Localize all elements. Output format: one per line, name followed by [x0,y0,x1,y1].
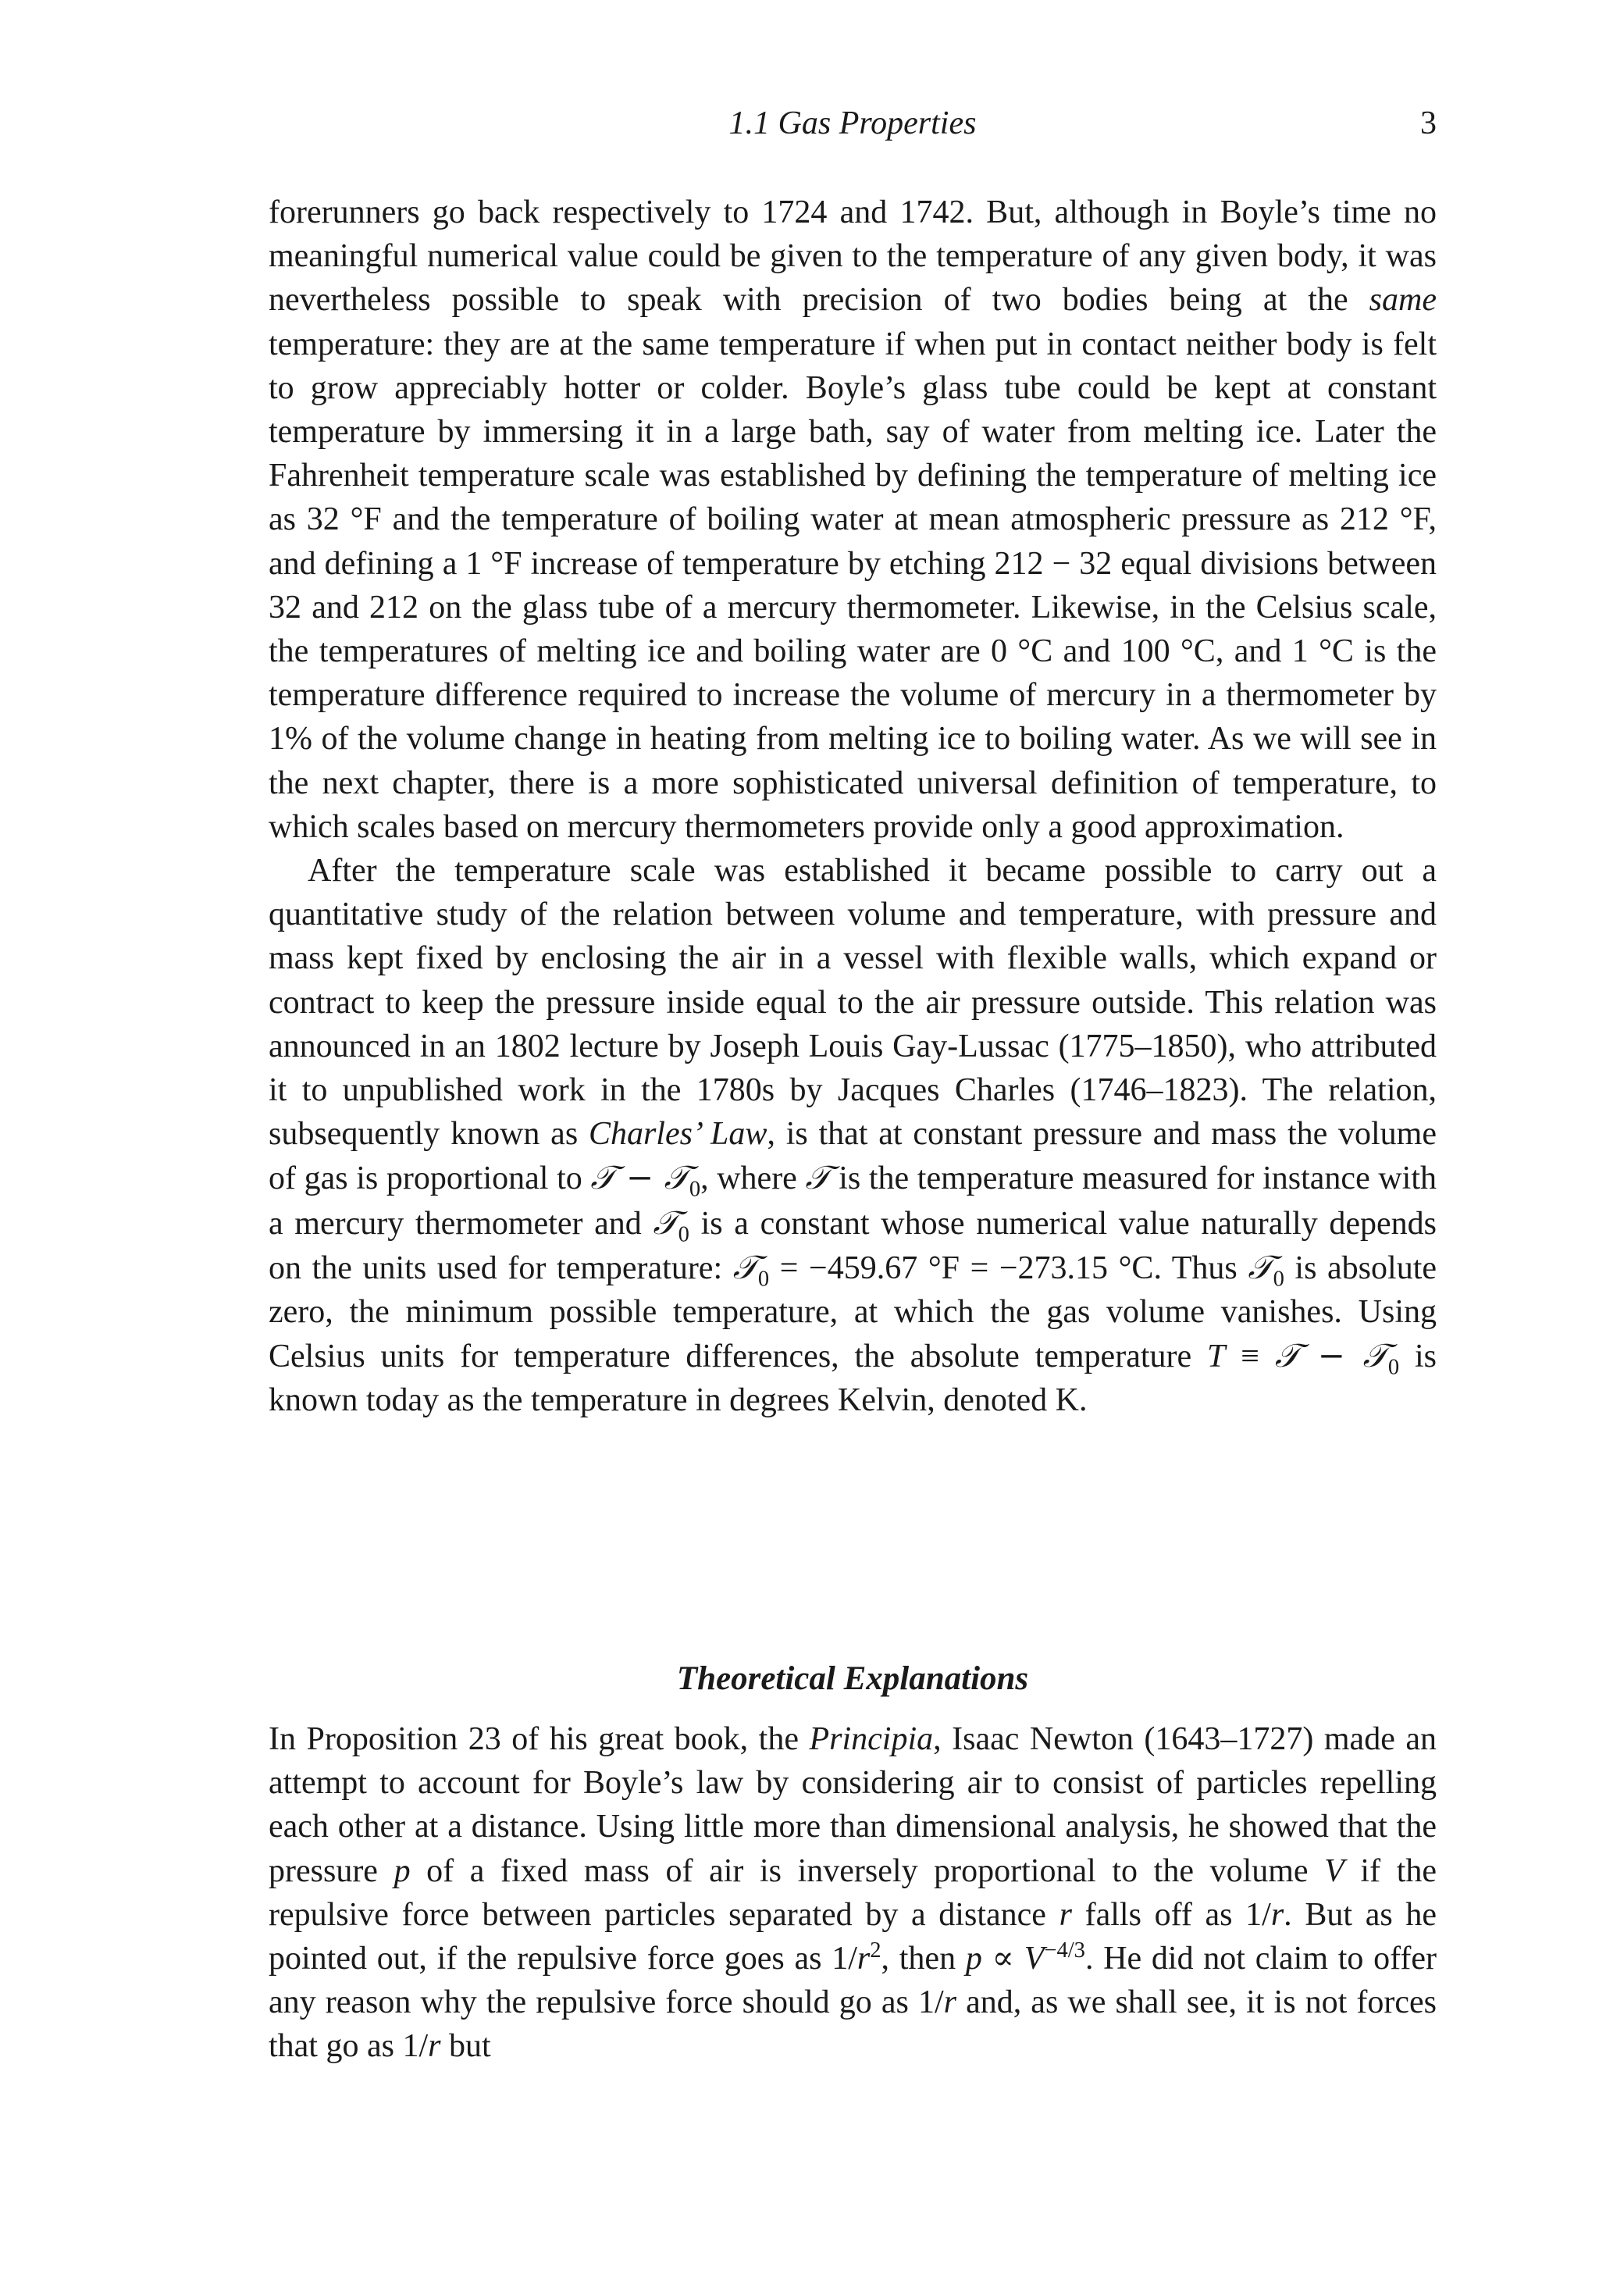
paragraph-1: forerunners go back respectively to 1724 and 1742. But, although in Boyle’s time no meaningful numerical value could be given to the temperature of any given body, it was nevertheless possible to speak with precision of two bodies being at the same temperature: they are at the same temperature if when put in contact neither body is felt to grow appreciably hotter or colder. Boyle’s glass tube could be kept at constant temperature by immersing it in a large bath, say of water from melting ice. Later the Fahrenheit temperature scale was established by defining the temperature of melting ice as 32 °F and the temperature of boiling water at mean atmospheric pressure as 212 °F, and defining a 1 °F increase of temperature by etching 212 − 32 equal divisions between 32 and 212 on the glass tube of a mercury thermometer. Likewise, in the Celsius scale, the temperatures of melting ice and boiling water are 0 °C and 100 °C, and 1 °C is the temperature difference required to increase the volume of mercury in a thermometer by 1% of the volume change in heating from melting ice to boiling water. As we will see in the next chapter, there is a more sophisticated universal definition of temperature, to which scales based on mercury thermometers provide only a good approximation. [269,194,1437,845]
math-variable: r [1059,1896,1072,1933]
math-symbol: 𝒯 − 𝒯 [1274,1336,1388,1375]
body-text-lower [269,1717,1437,2069]
math-variable: r [428,2028,441,2065]
math-symbol: 𝒯 [732,1247,758,1286]
math-variable: p [965,1941,982,1977]
section-heading: Theoretical Explanations [676,1660,1029,1697]
emphasis-charles-law: Charles’ Law [588,1116,767,1153]
page-number: 3 [1420,105,1437,141]
running-title: 1.1 Gas Properties [728,105,977,141]
math-variable: r [856,1941,871,1977]
math-variable: V [1324,1852,1344,1889]
paragraph-2: After the temperature scale was established it became possible to carry out a quantitative study of the relation between volume and temperature, with pressure and mass kept fixed by enclosing the air in a vessel with flexible walls, which expand or contract to keep the pressure inside equal to the air pressure outside. This relation was announced in an 1802 lecture by Joseph Louis Gay-Lussac (1775–1850), who attributed it to unpublished work in the 1780s by Jacques Charles (1746–1823). The relation, subsequently known as Charles’ Law, is that at constant pressure and mass the volume of gas is proportional to 𝒯 − 𝒯$_0$, where 𝒯 is the temperature measured for instance with a mercury thermometer and 𝒯$_0$ is a constant whose numerical value naturally depends on the units used for temperature: 𝒯$_0$ = −459.67 °F = −273.15 °C. Thus 𝒯$_0$ is absolute zero, the minimum possible temperature, at which the gas volume vanishes. Using Celsius units for temperature differences, the absolute temperature T ≡ 𝒯 − 𝒯$_0$ is known today as the temperature in degrees Kelvin, denoted K. [269,853,1437,1419]
body-text-upper [269,191,1437,1423]
paragraph-3: In Proposition 23 of his great book, the Principia, Isaac Newton (1643–1727) made an attempt to account for Boyle’s law by considering air to consist of particles repelling each other at a distance. Using little more than dimensional analysis, he showed that the pressure p of a fixed mass of air is inversely proportional to the volume V if the repulsive force between particles separated by a distance r falls off as 1/r. But as he pointed out, if the repulsive force goes as $1/r^2$, then $p \propto V^{-4/3}$. He did not claim to offer any reason why the repulsive force should go as 1/r and, as we shall see, it is not forces that go as 1/r but [269,1721,1437,2065]
math-variable: T [1207,1339,1226,1375]
math-symbol: 𝒯 − 𝒯 [590,1158,689,1197]
math-variable: p [394,1852,411,1889]
math-variable: r [943,1984,956,2021]
math-variable: V [1024,1941,1045,1977]
math-symbol: 𝒯 [1248,1247,1273,1286]
emphasis-same: same [1369,282,1437,319]
math-symbol: 𝒯 [805,1158,831,1197]
math-variable: r [1270,1896,1284,1933]
emphasis-principia: Principia [809,1721,934,1757]
math-symbol: 𝒯 [653,1203,678,1242]
running-head [269,100,1437,147]
